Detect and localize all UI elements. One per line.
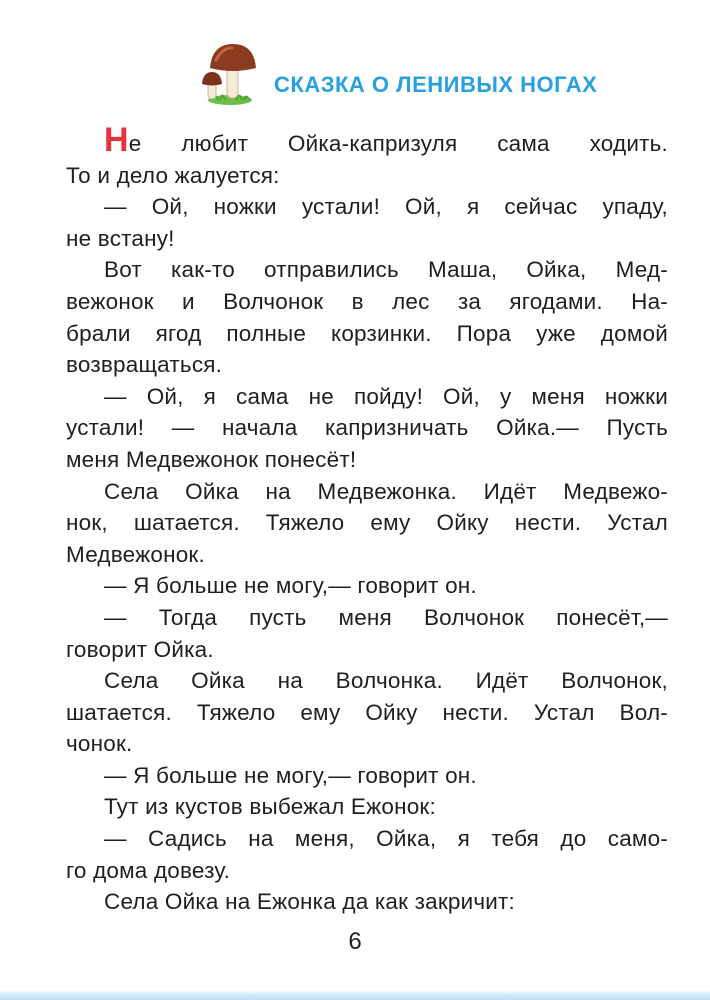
text-line: — Я больше не могу,— говорит он. xyxy=(104,762,477,788)
mushroom-icon xyxy=(200,40,260,106)
bottom-border xyxy=(0,990,710,1000)
text-line: брали ягод полные корзинки. Пора уже домой xyxy=(66,320,668,346)
page-number: 6 xyxy=(348,928,362,955)
text-line: не встану! xyxy=(66,225,175,251)
text-line: меня Медвежонок понесёт! xyxy=(66,446,357,472)
text-line: возвращаться. xyxy=(66,352,223,378)
text-line: нок, шатается. Тяжело ему Ойку нести. Устал xyxy=(66,510,668,536)
story-text xyxy=(66,121,668,918)
text-line: устали! — начала капризничать Ойка.— Пусть xyxy=(66,415,668,441)
text-line: — Я больше не могу,— говорит он. xyxy=(104,573,477,599)
text-line: Не любит Ойка-капризуля сама ходить. xyxy=(104,121,668,159)
text-line: го дома довезу. xyxy=(66,857,231,883)
page-header xyxy=(200,40,680,110)
text-line: То и дело жалуется: xyxy=(66,162,280,188)
drop-cap: Н xyxy=(104,121,129,159)
text-line: — Ой, я сама не пойду! Ой, у меня ножки xyxy=(104,383,668,409)
text-line: Села Ойка на Медвежонка. Идёт Медвежо- xyxy=(104,478,668,504)
text-line: Вот как-то отправились Маша, Ойка, Мед- xyxy=(104,257,668,283)
text-line: — Ой, ножки устали! Ой, я сейчас упаду, xyxy=(104,194,668,220)
text-line: Медвежонок. xyxy=(66,541,205,567)
text-line: говорит Ойка. xyxy=(66,636,214,662)
text-line: Села Ойка на Ежонка да как закричит: xyxy=(104,889,516,915)
text-line: — Садись на меня, Ойка, я тебя до само- xyxy=(104,826,668,852)
text-line: чонок. xyxy=(66,731,133,757)
text-line: вежонок и Волчонок в лес за ягодами. На- xyxy=(66,288,668,314)
text-line: — Тогда пусть меня Волчонок понесёт,— xyxy=(104,604,668,630)
text-line: Села Ойка на Волчонка. Идёт Волчонок, xyxy=(104,668,668,694)
page-title: СКАЗКА О ЛЕНИВЫХ НОГАХ xyxy=(274,72,598,97)
text-line: шатается. Тяжело ему Ойку нести. Устал Вол- xyxy=(66,699,668,725)
text-line: Тут из кустов выбежал Ежонок: xyxy=(104,794,436,820)
